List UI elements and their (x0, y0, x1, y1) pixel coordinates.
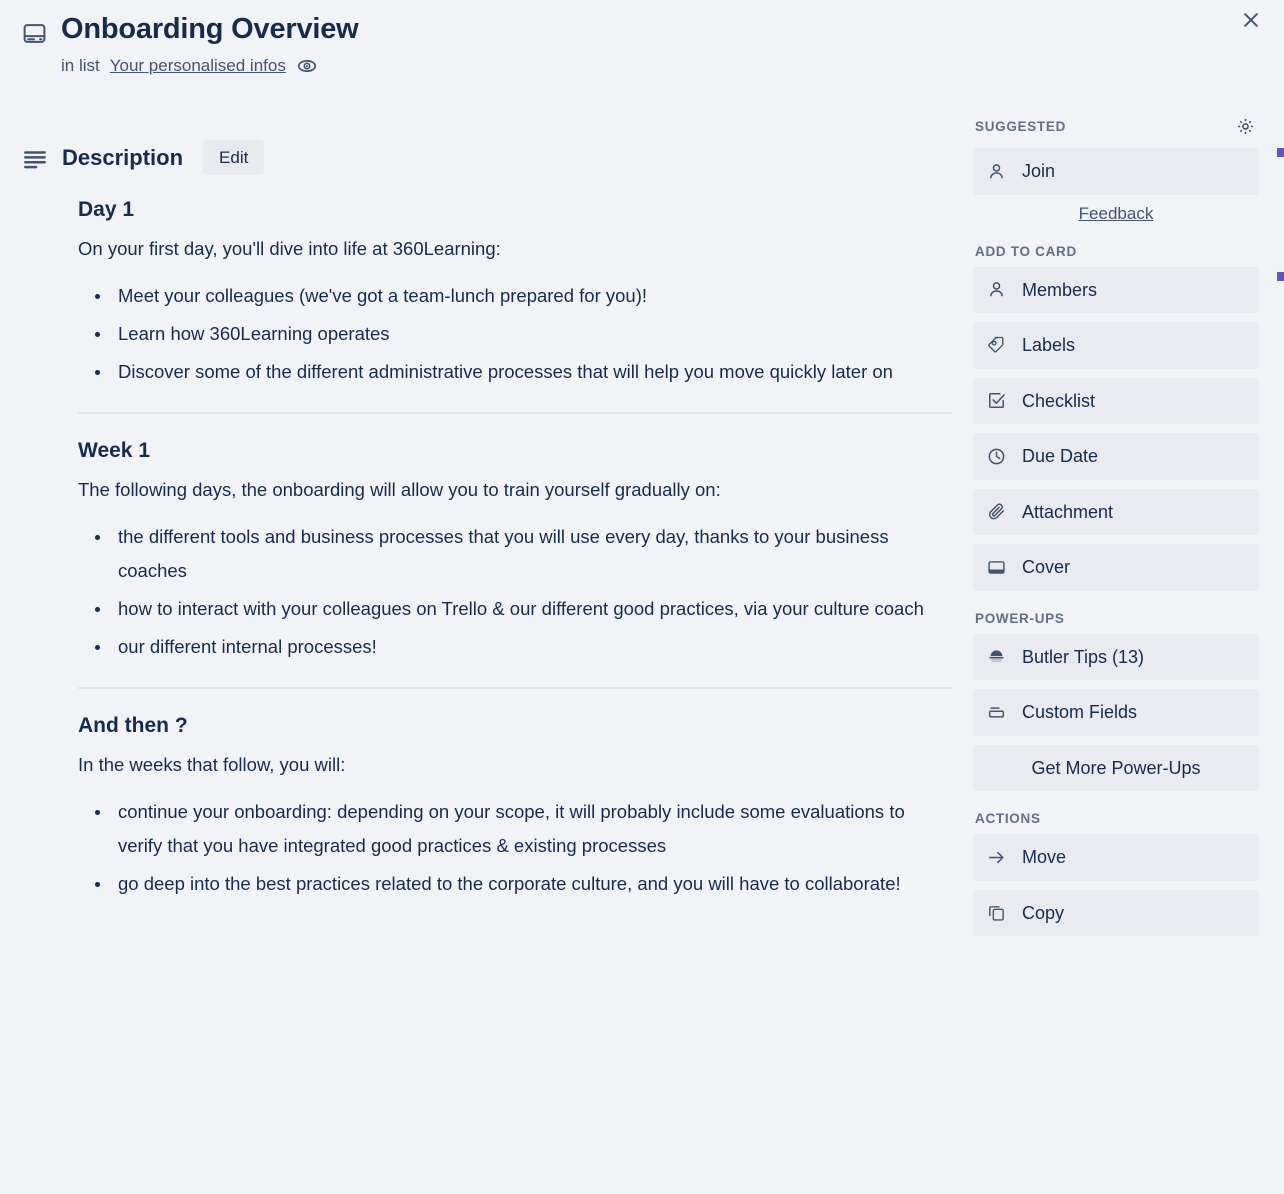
description-section (22, 140, 952, 905)
list-name-link[interactable]: Your personalised infos (109, 56, 286, 76)
description-subsection (78, 197, 952, 390)
description-body (78, 197, 952, 901)
list-item: Meet your colleagues (we've got a team-lunch prepared for you)! (78, 279, 952, 313)
sidebar-item-label: Cover (1022, 557, 1071, 577)
feedback-link[interactable]: Feedback (1078, 203, 1154, 223)
card-title: Onboarding Overview (61, 13, 359, 45)
get-more-power-ups-button[interactable]: Get More Power-Ups (973, 745, 1259, 792)
description-subsection (78, 438, 952, 665)
list-item: go deep into the best practices related to the corporate culture, and you will have to collaborate! (78, 867, 952, 901)
clock-icon (987, 447, 1006, 466)
list-item: our different internal processes! (78, 630, 952, 664)
section-divider (78, 687, 952, 689)
butler-dome-icon (987, 647, 1006, 666)
sidebar-item-label: Checklist (1022, 390, 1096, 411)
sidebar-item-attachment[interactable] (973, 489, 1259, 536)
edit-description-button[interactable]: Edit (203, 140, 264, 175)
sidebar-group-header-add-to-card (973, 244, 1259, 259)
list-item: continue your onboarding: depending on your scope, it will probably include some evaluations to verify that you have integrated good practices & existing processes (78, 795, 952, 863)
close-card-button[interactable] (1234, 4, 1268, 38)
sidebar-item-due-date[interactable] (973, 433, 1259, 480)
sidebar-group-power-ups (973, 611, 1259, 792)
description-lines-icon (22, 146, 48, 172)
subsection-title: Week 1 (78, 438, 150, 462)
paperclip-icon (987, 502, 1006, 521)
sidebar-item-cover[interactable] (973, 544, 1259, 591)
list-item: Discover some of the different administrative processes that will help you move quickly later on (78, 355, 952, 389)
close-icon (1241, 10, 1261, 33)
sidebar-item-label: Attachment (1022, 501, 1114, 522)
list-item: the different tools and business processes that you will use every day, thanks to your business coaches (78, 520, 952, 588)
sidebar-item-label: Join (1022, 161, 1056, 181)
subsection-intro: The following days, the onboarding will allow you to train yourself gradually on: (78, 478, 721, 500)
section-divider (78, 412, 952, 414)
sidebar-item-label: Labels (1022, 335, 1076, 355)
sidebar-group-add-to-card (973, 244, 1259, 591)
subsection-bullet-list (78, 520, 952, 665)
sidebar-item-label: Due Date (1022, 446, 1099, 466)
sidebar-group-header-suggested (973, 112, 1259, 140)
in-list-label: in list (61, 56, 100, 76)
add-to-card-label: ADD TO CARD (975, 243, 1077, 259)
arrow-right-icon (987, 848, 1006, 867)
sidebar-item-move[interactable] (973, 834, 1259, 881)
person-icon (987, 280, 1006, 299)
sidebar-group-header-power-ups (973, 611, 1259, 626)
sidebar-item-butler-tips[interactable] (973, 634, 1259, 681)
gear-icon[interactable] (1231, 112, 1259, 140)
sidebar-item-label: Members (1022, 279, 1098, 300)
sidebar-item-join[interactable] (973, 148, 1259, 195)
card-cover-icon (22, 21, 47, 51)
sidebar-item-custom-fields[interactable] (973, 689, 1259, 736)
edge-marker-upper (1277, 148, 1284, 157)
description-heading: Description (62, 144, 184, 170)
person-icon (987, 162, 1006, 181)
subsection-bullet-list (78, 279, 952, 390)
cover-icon (987, 558, 1006, 577)
sidebar-item-label: Copy (1022, 902, 1065, 923)
tag-icon (987, 336, 1006, 355)
sidebar-group-header-actions (973, 811, 1259, 826)
card-subtitle (61, 55, 922, 77)
subsection-intro: On your first day, you'll dive into life at 360Learning: (78, 238, 501, 260)
actions-label: ACTIONS (975, 811, 1041, 826)
sidebar-item-label: Move (1022, 847, 1067, 867)
eye-icon[interactable] (296, 55, 318, 77)
power-ups-label: POWER-UPS (975, 610, 1065, 626)
sidebar-item-copy[interactable] (973, 890, 1259, 937)
list-item: how to interact with your colleagues on Trello & our different good practices, via your culture coach (78, 592, 952, 626)
card-sidebar (973, 112, 1259, 945)
copy-icon (987, 903, 1006, 922)
subsection-bullet-list (78, 795, 952, 902)
checkbox-check-icon (987, 391, 1006, 410)
sidebar-item-members[interactable] (973, 267, 1259, 314)
list-item: Learn how 360Learning operates (78, 317, 952, 351)
description-subsection (78, 713, 952, 902)
card-header (22, 12, 922, 77)
subsection-title: And then ? (78, 713, 188, 737)
sidebar-group-actions (973, 811, 1259, 936)
sidebar-item-labels[interactable] (973, 322, 1259, 369)
suggested-label: SUGGESTED (975, 118, 1067, 134)
sidebar-item-label: Butler Tips (13) (1022, 646, 1145, 667)
sidebar-item-label: Custom Fields (1022, 702, 1138, 722)
subsection-title: Day 1 (78, 198, 135, 221)
subsection-intro: In the weeks that follow, you will: (78, 753, 346, 775)
sidebar-item-checklist[interactable] (973, 378, 1259, 425)
edge-marker-lower (1277, 272, 1284, 281)
sidebar-group-suggested (973, 112, 1259, 224)
custom-fields-icon (987, 703, 1006, 722)
